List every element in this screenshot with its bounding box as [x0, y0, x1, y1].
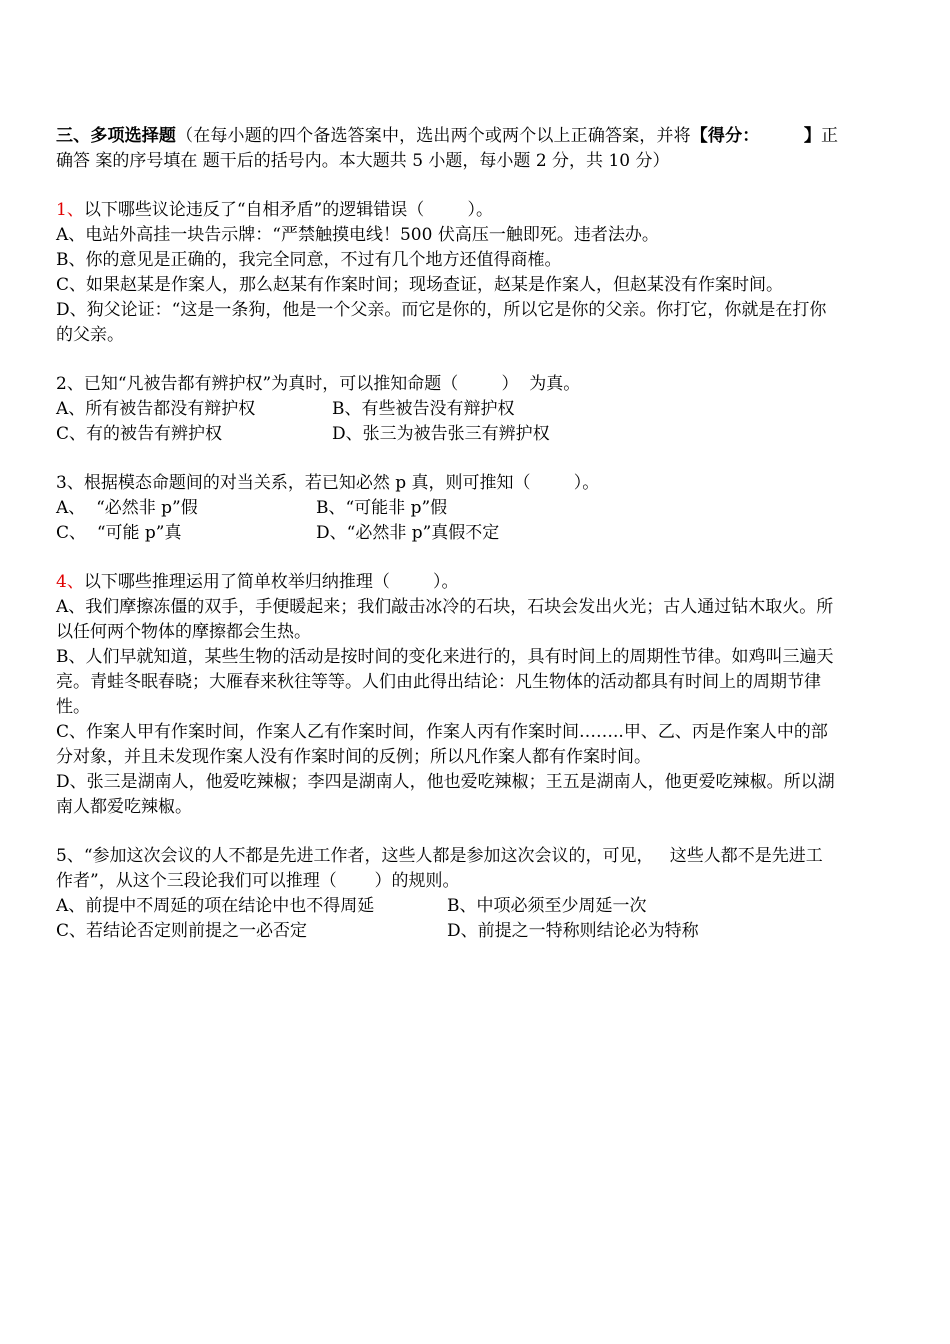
option-row	[56, 894, 838, 919]
option-a: A、所有被告都没有辩护权	[56, 399, 256, 419]
section-header	[56, 124, 838, 174]
question-3	[56, 471, 838, 546]
question-stem	[56, 844, 838, 894]
option-b: B、人们早就知道，某些生物的活动是按时间的变化来进行的，具有时间上的周期性节律。如鸡叫三遍天亮。青蛙冬眠春晓；大雁春来秋往等等。人们由此得出结论：凡生物体的活动都具有时间上的周期节律性。	[56, 647, 834, 717]
question-stem	[56, 570, 838, 595]
option-d: D、前提之一特称则结论必为特称	[447, 921, 699, 941]
question-stem	[56, 198, 838, 223]
question-text: 以下哪些议论违反了“自相矛盾”的逻辑错误（ ）。	[83, 200, 493, 220]
score-label: 【得分：	[690, 126, 760, 146]
option-b: B、“可能非 p”假	[316, 498, 448, 518]
question-stem	[56, 471, 838, 496]
option-d: D、张三是湖南人，他爱吃辣椒；李四是湖南人，他也爱吃辣椒；王五是湖南人，他更爱吃辣椒。所以湖南人都爱吃辣椒。	[56, 772, 835, 817]
option-b: B、有些被告没有辩护权	[332, 399, 515, 419]
question-stem	[56, 372, 838, 397]
question-number: 5、	[56, 846, 84, 866]
option-row	[56, 422, 838, 447]
section-title: 三、多项选择题	[56, 126, 177, 146]
option-row	[56, 521, 838, 546]
exam-page	[56, 124, 838, 968]
question-1	[56, 198, 838, 348]
score-close: 】	[803, 126, 822, 146]
option-c: C、作案人甲有作案时间，作案人乙有作案时间，作案人丙有作案时间……..甲、乙、丙是作案人中的部分对象，并且未发现作案人没有作案时间的反例；所以凡作案人都有作案时间。	[56, 722, 828, 767]
question-4	[56, 570, 838, 820]
score-blank	[759, 126, 803, 146]
option-c: C、如果赵某是作案人，那么赵某有作案时间；现场查证，赵某是作案人，但赵某没有作案时间。	[56, 275, 784, 295]
question-number: 1、	[56, 200, 84, 220]
question-5	[56, 844, 838, 944]
question-text: 根据模态命题间的对当关系，若已知必然 p 真，则可推知（ ）。	[83, 473, 600, 493]
option-b: B、你的意见是正确的，我完全同意，不过有几个地方还值得商榷。	[56, 250, 562, 270]
question-number: 4、	[56, 572, 84, 592]
option-c: C、若结论否定则前提之一必否定	[56, 921, 308, 941]
question-text: 已知“凡被告都有辨护权”为真时，可以推知命题（ ） 为真。	[83, 374, 581, 394]
option-d: D、张三为被告张三有辨护权	[332, 424, 550, 444]
option-d: D、“必然非 p”真假不定	[316, 523, 500, 543]
option-b: B、中项必须至少周延一次	[447, 896, 647, 916]
option-row	[56, 397, 838, 422]
section-instruction-2: 正确答 案的序号填在 题干后的括号内。本大题共 5 小题，每小题 2 分，共 10 分）	[56, 126, 839, 171]
option-a: A、前提中不周延的项在结论中也不得周延	[56, 896, 375, 916]
option-a: A、电站外高挂一块告示牌：“严禁触摸电线！500 伏高压一触即死。违者法办。	[56, 225, 659, 245]
question-number: 3、	[56, 473, 84, 493]
question-number: 2、	[56, 374, 84, 394]
option-c: C、 “可能 p”真	[56, 523, 182, 543]
question-text: “参加这次会议的人不都是先进工作者，这些人都是参加这次会议的，可见， 这些人都不是先进工作者”，从这个三段论我们可以推理（ ）的规则。	[56, 846, 823, 891]
option-row	[56, 496, 838, 521]
question-text: 以下哪些推理运用了简单枚举归纳推理（ ）。	[83, 572, 459, 592]
section-instruction: （在每小题的四个备选答案中，选出两个或两个以上正确答案，并将	[176, 126, 691, 146]
option-a: A、我们摩擦冻僵的双手，手便暖起来；我们敲击冰冷的石块，石块会发出火光；古人通过钻木取火。所以任何两个物体的摩擦都会生热。	[56, 597, 834, 642]
option-row	[56, 919, 838, 944]
option-c: C、有的被告有辨护权	[56, 424, 223, 444]
question-2	[56, 372, 838, 447]
option-a: A、 “必然非 p”假	[56, 498, 198, 518]
option-d: D、狗父论证：“这是一条狗，他是一个父亲。而它是你的，所以它是你的父亲。你打它，你就是在打你的父亲。	[56, 300, 827, 345]
